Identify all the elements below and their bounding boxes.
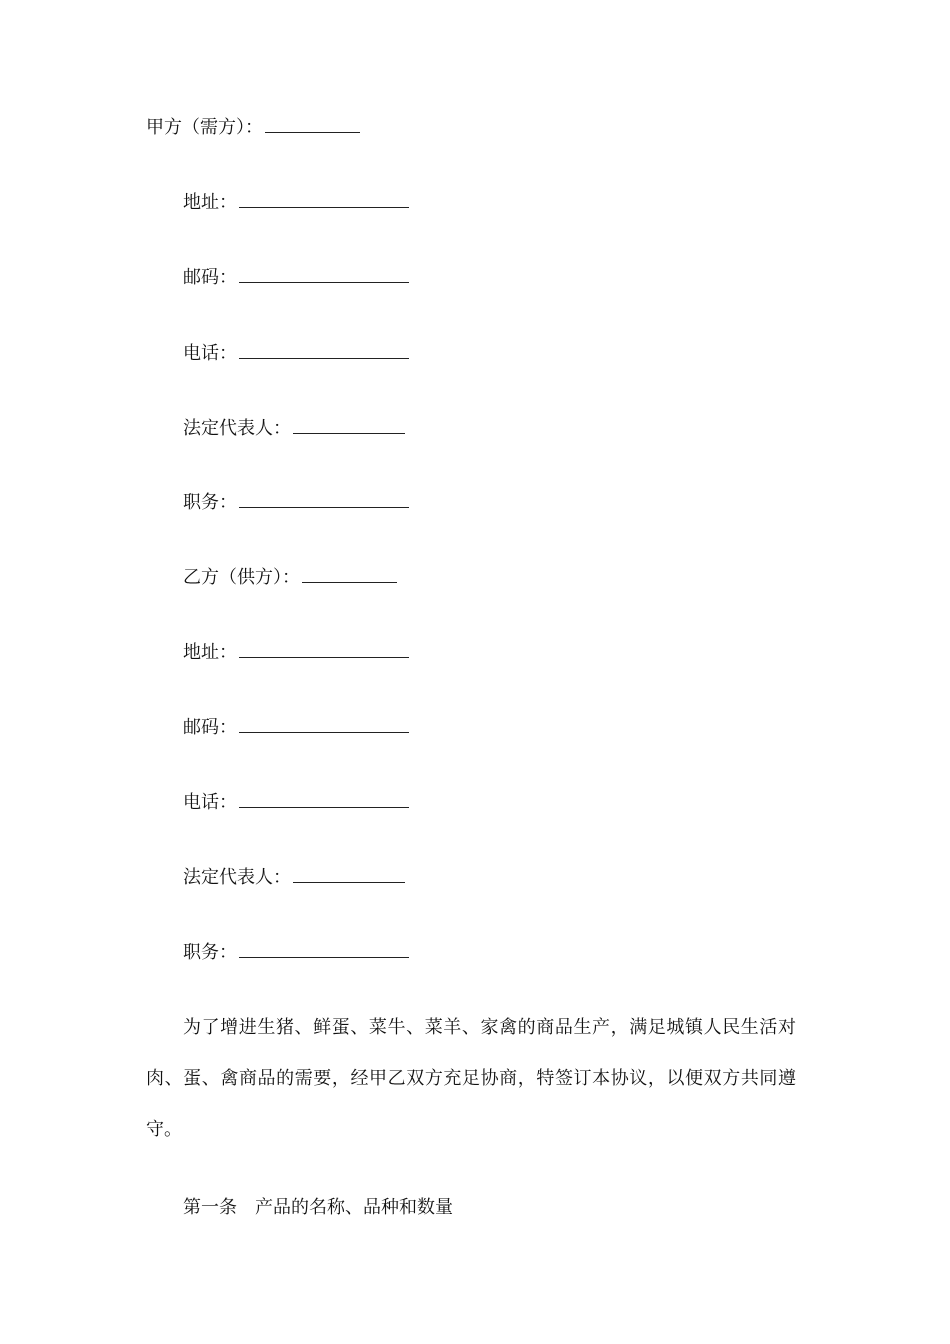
article-1-heading xyxy=(183,1196,453,1220)
party-a-position-blank[interactable] xyxy=(239,491,409,508)
party-b-legal-rep-line xyxy=(183,866,405,890)
party-b-postcode-line xyxy=(183,716,409,740)
party-b-address-label: 地址： xyxy=(183,642,237,663)
party-b-position-line xyxy=(183,941,409,965)
party-a-name-blank[interactable] xyxy=(265,116,360,133)
article-1-number: 第一条 xyxy=(183,1197,237,1218)
party-a-address-label: 地址： xyxy=(183,192,237,213)
party-a-address-blank[interactable] xyxy=(239,191,409,208)
party-b-address-line xyxy=(183,641,409,665)
party-a-phone-blank[interactable] xyxy=(239,342,409,359)
party-a-address-line xyxy=(183,191,409,215)
party-a-position-label: 职务： xyxy=(183,492,237,513)
preamble-paragraph: 为了增进生猪、鲜蛋、菜牛、菜羊、家禽的商品生产，满足城镇人民生活对肉、蛋、禽商品的需要，经甲乙双方充足协商，特签订本协议，以便双方共同遵守。 xyxy=(146,1017,796,1140)
party-a-heading-line xyxy=(146,116,360,140)
party-a-postcode-line xyxy=(183,266,409,290)
party-b-address-blank[interactable] xyxy=(239,641,409,658)
party-a-legal-rep-label: 法定代表人： xyxy=(183,418,291,439)
article-1-title: 产品的名称、品种和数量 xyxy=(255,1197,453,1218)
party-b-position-label: 职务： xyxy=(183,942,237,963)
party-b-phone-label: 电话： xyxy=(183,792,237,813)
party-b-heading-line xyxy=(183,566,397,590)
party-b-phone-line xyxy=(183,791,409,815)
party-a-legal-rep-line xyxy=(183,417,405,441)
party-a-position-line xyxy=(183,491,409,515)
party-b-position-blank[interactable] xyxy=(239,941,409,958)
party-b-legal-rep-label: 法定代表人： xyxy=(183,867,291,888)
party-a-heading: 甲方（需方）： xyxy=(146,117,263,138)
party-a-phone-line xyxy=(183,342,409,366)
party-b-name-blank[interactable] xyxy=(302,566,397,583)
party-b-postcode-blank[interactable] xyxy=(239,716,409,733)
party-b-heading: 乙方（供方）： xyxy=(183,567,300,588)
party-a-phone-label: 电话： xyxy=(183,343,237,364)
party-a-legal-rep-blank[interactable] xyxy=(293,417,405,434)
party-a-postcode-blank[interactable] xyxy=(239,266,409,283)
party-b-phone-blank[interactable] xyxy=(239,791,409,808)
party-b-postcode-label: 邮码： xyxy=(183,717,237,738)
party-a-postcode-label: 邮码： xyxy=(183,267,237,288)
party-b-legal-rep-blank[interactable] xyxy=(293,866,405,883)
